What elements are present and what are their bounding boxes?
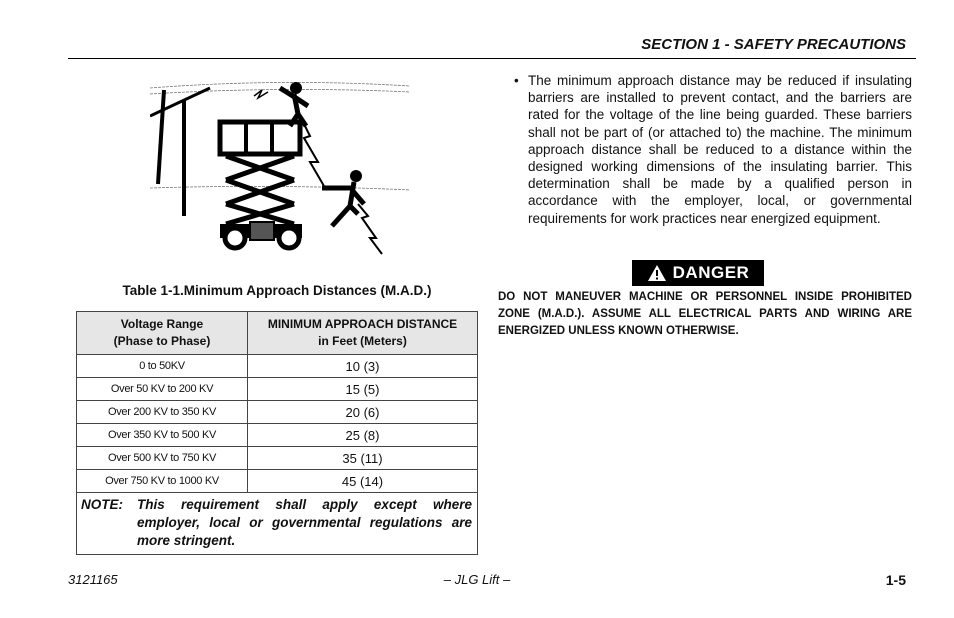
table-header-row	[77, 312, 478, 355]
bullet-text: The minimum approach distance may be reduced if insulating barriers are installed to prevent contact, and the barriers are rated for the voltage of the line being guarded. These barriers shall not be part of (or attached to) the machine. The minimum approach distance shall be reduced to a distance within the designed working dimensions of the insulating barrier. This determination shall be made by a qualified person in accordance with the employer, local, or governmental requirements for work practices near energized equipment.	[528, 73, 912, 226]
distance-cell: 10 (3)	[248, 355, 478, 378]
bullet-paragraph	[514, 72, 912, 227]
page-number: 1-5	[885, 572, 906, 588]
danger-label: DANGER	[672, 263, 750, 282]
danger-badge	[632, 260, 764, 286]
table-row	[77, 401, 478, 424]
header-divider	[68, 58, 916, 59]
document-number: 3121165	[68, 572, 118, 587]
table-row	[77, 447, 478, 470]
voltage-range-cell: Over 750 KV to 1000 KV	[77, 470, 248, 493]
table-row	[77, 378, 478, 401]
section-title: SECTION 1 - SAFETY PRECAUTIONS	[641, 36, 906, 53]
header-line: Voltage Range	[120, 317, 204, 331]
distance-cell: 15 (5)	[248, 378, 478, 401]
footer-brand: – JLG Lift –	[443, 572, 511, 587]
note-text: This requirement shall apply except where employer, local or governmental regulations are more stringent.	[137, 497, 472, 548]
distance-cell: 45 (14)	[248, 470, 478, 493]
distance-header	[248, 312, 478, 355]
voltage-range-header	[77, 312, 248, 355]
distance-cell: 25 (8)	[248, 424, 478, 447]
distance-cell: 20 (6)	[248, 401, 478, 424]
table-row	[77, 470, 478, 493]
table-note-row	[77, 493, 478, 555]
voltage-range-cell: Over 200 KV to 350 KV	[77, 401, 248, 424]
danger-text: DO NOT MANEUVER MACHINE OR PERSONNEL INSIDE PROHIBITED ZONE (M.A.D.). ASSUME ALL ELECTRICAL PARTS AND WIRING ARE ENERGIZED UNLESS KNOWN OTHERWISE.	[498, 291, 912, 337]
voltage-range-cell: Over 500 KV to 750 KV	[77, 447, 248, 470]
header-line: in Feet (Meters)	[318, 334, 407, 348]
table-row	[77, 424, 478, 447]
electrocution-hazard-illustration	[150, 76, 410, 256]
voltage-range-cell: Over 50 KV to 200 KV	[77, 378, 248, 401]
distance-cell: 35 (11)	[248, 447, 478, 470]
note-label: NOTE:	[81, 497, 123, 512]
header-line: MINIMUM APPROACH DISTANCE	[267, 317, 458, 331]
header-line: (Phase to Phase)	[113, 334, 211, 348]
warning-triangle-icon	[647, 264, 667, 282]
table-caption: Table 1-1.Minimum Approach Distances (M.A.D.)	[122, 283, 432, 298]
bullet-mark: •	[514, 73, 519, 88]
mad-table	[76, 311, 478, 555]
note-cell	[77, 493, 478, 555]
voltage-range-cell: 0 to 50KV	[77, 355, 248, 378]
table-row	[77, 355, 478, 378]
voltage-range-cell: Over 350 KV to 500 KV	[77, 424, 248, 447]
